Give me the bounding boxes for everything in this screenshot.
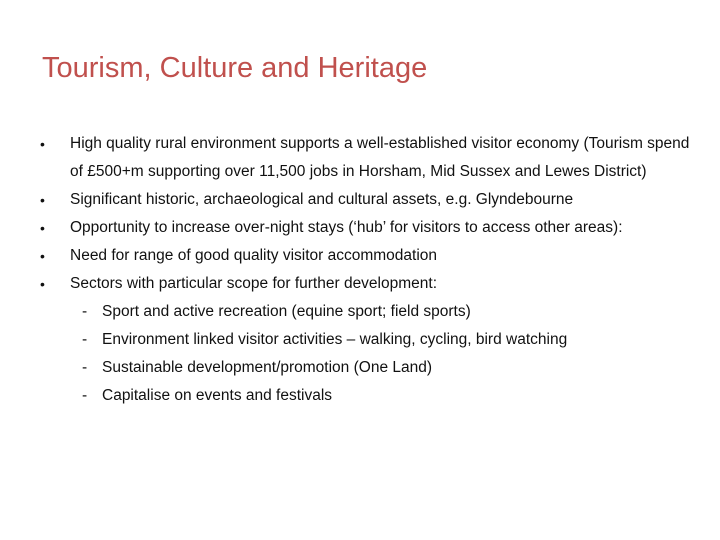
bullet-marker: •: [40, 220, 45, 236]
bullet-text: Need for range of good quality visitor accommodation: [70, 247, 438, 264]
sub-bullet-item: [40, 298, 700, 326]
sub-bullet-item: [40, 354, 700, 382]
sub-bullet-marker: -: [82, 387, 88, 404]
bullet-item: [40, 214, 700, 242]
bullet-item: [40, 270, 700, 298]
bullet-marker: •: [40, 276, 45, 292]
sub-bullet-item: [40, 326, 700, 354]
bullet-item: [40, 130, 700, 186]
bullet-marker: •: [40, 248, 45, 264]
sub-bullet-marker: -: [82, 303, 88, 320]
slide-title: Tourism, Culture and Heritage: [42, 52, 428, 84]
bullet-text: Opportunity to increase over-night stays (‘hub’ for visitors to access other areas):: [70, 219, 623, 236]
sub-bullet-text: Environment linked visitor activities – walking, cycling, bird watching: [102, 331, 568, 348]
bullet-text: High quality rural environment supports a well-established visitor economy (Tourism spend of £500+m supporting over 11,500 jobs in Horsham, Mid Sussex and Lewes District): [70, 135, 690, 180]
bullet-item: [40, 186, 700, 214]
sub-bullet-text: Capitalise on events and festivals: [102, 387, 333, 404]
sub-bullet-text: Sustainable development/promotion (One Land): [102, 359, 433, 376]
sub-bullet-item: [40, 382, 700, 410]
bullet-list: [40, 130, 700, 410]
sub-bullet-marker: -: [82, 331, 88, 348]
sub-bullet-text: Sport and active recreation (equine sport; field sports): [102, 303, 471, 320]
bullet-text: Significant historic, archaeological and cultural assets, e.g. Glyndebourne: [70, 191, 574, 208]
bullet-item: [40, 242, 700, 270]
bullet-marker: •: [40, 136, 45, 152]
bullet-text: Sectors with particular scope for further development:: [70, 275, 438, 292]
sub-bullet-marker: -: [82, 359, 88, 376]
bullet-marker: •: [40, 192, 45, 208]
